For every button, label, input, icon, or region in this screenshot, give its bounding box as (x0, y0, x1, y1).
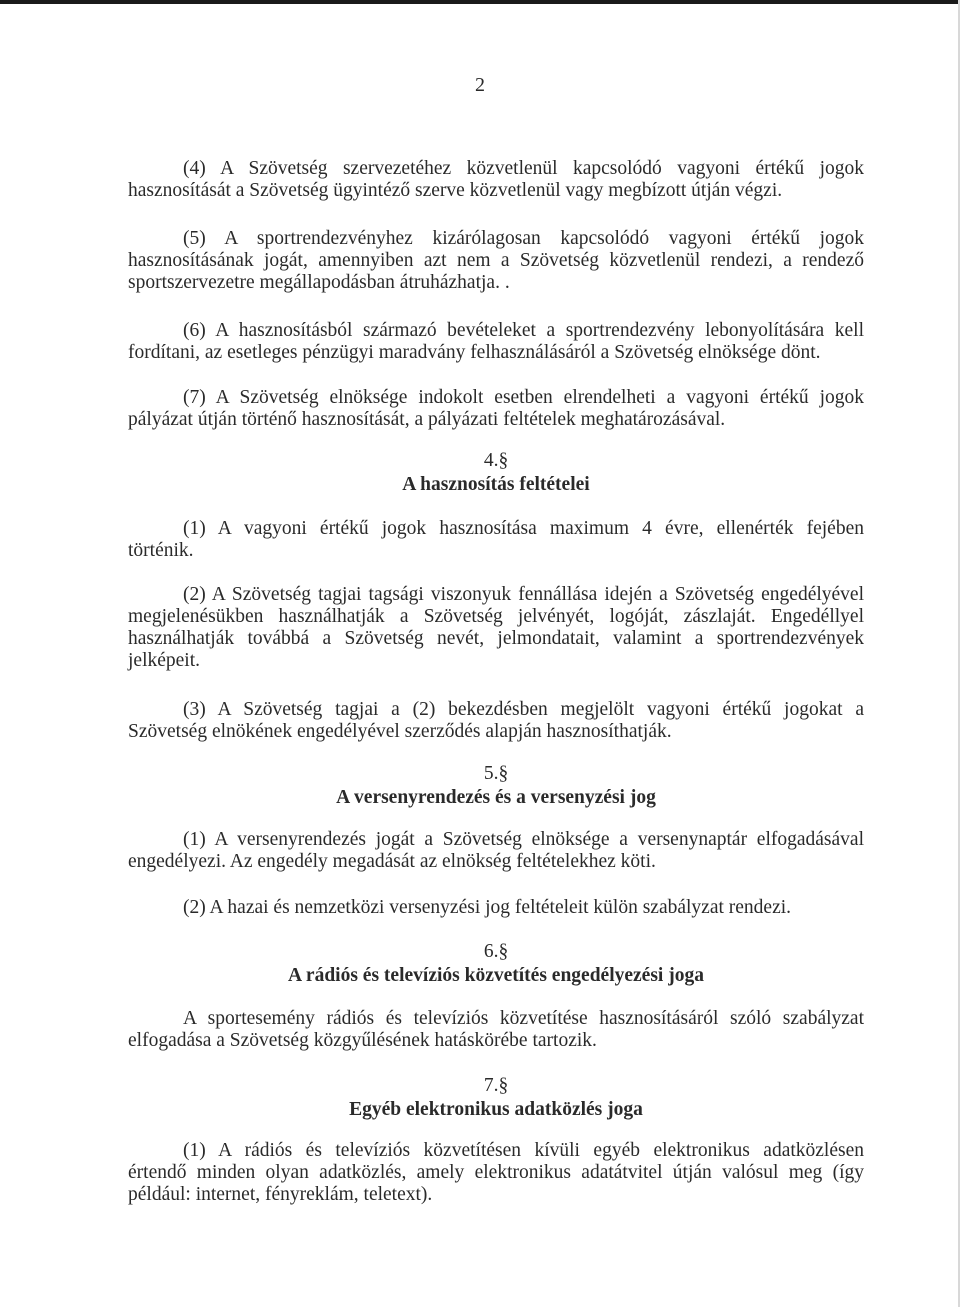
paragraph-line: használhatják továbbá a Szövetség nevét, jelmondatait, valamint a sportrendezvények (128, 628, 864, 649)
section-heading-4 (0, 449, 960, 497)
paragraph-7 (128, 387, 864, 431)
paragraph-line: (3) A Szövetség tagjai a (2) bekezdésben megjelölt vagyoni értékű jogokat a (183, 699, 864, 720)
scan-edge-top (0, 0, 960, 4)
page-number: 2 (475, 74, 485, 96)
paragraph-5-2 (128, 897, 864, 919)
paragraph-6 (128, 320, 864, 364)
paragraph-line: értendő minden olyan adatközlés, amely elektronikus adatátvitel útján valósul meg (így (128, 1162, 864, 1183)
section-number: 7.§ (483, 1075, 509, 1096)
section-heading-5 (0, 762, 960, 810)
paragraph-line: (1) A vagyoni értékű jogok hasznosítása maximum 4 évre, ellenérték fejében (183, 518, 864, 539)
section-number: 5.§ (483, 763, 509, 784)
paragraph-7-1 (128, 1140, 864, 1206)
section-title: Egyéb elektronikus adatközlés joga (349, 1099, 643, 1120)
paragraph-line: (6) A hasznosításból származó bevételeket a sportrendezvény lebonyolítására kell (183, 320, 864, 341)
paragraph-line: fordítani, az esetleges pénzügyi maradvány felhasználásáról a Szövetség elnöksége dönt. (128, 342, 821, 363)
paragraph-line: pályázat útján történő hasznosítását, a pályázati feltételek meghatározásával. (128, 409, 726, 430)
section-number: 6.§ (483, 941, 509, 962)
paragraph-line: megjelenésükben használhatják a Szövetség jelvényét, logóját, zászlaját. Engedéllyel (128, 606, 864, 627)
paragraph-line: (2) A hazai és nemzetközi versenyzési jog feltételeit külön szabályzat rendezi. (183, 897, 792, 918)
section-title: A rádiós és televíziós közvetítés engedélyezési joga (288, 965, 704, 986)
paragraph-line: engedélyezi. Az engedély megadását az elnökség feltételekhez köti. (128, 851, 656, 872)
section-heading-6 (0, 940, 960, 988)
paragraph-line: Szövetség elnökének engedélyével szerződés alapján hasznosíthatják. (128, 721, 672, 742)
paragraph-line: (7) A Szövetség elnöksége indokolt esetben elrendelheti a vagyoni értékű jogok (183, 387, 864, 408)
paragraph-line: (1) A versenyrendezés jogát a Szövetség elnöksége a versenynaptár elfogadásával (183, 829, 864, 850)
paragraph-line: történik. (128, 540, 194, 561)
paragraph-line: (4) A Szövetség szervezetéhez közvetlenül kapcsolódó vagyoni értékű jogok (183, 158, 864, 179)
paragraph-5 (128, 228, 864, 294)
section-title: A versenyrendezés és a versenyzési jog (336, 787, 656, 808)
paragraph-line: (1) A rádiós és televíziós közvetítésen kívüli egyéb elektronikus adatközlésen (183, 1140, 864, 1161)
paragraph-line: jelképeit. (128, 650, 201, 671)
paragraph-line: sportszervezetre megállapodásban átruházhatja. . (128, 272, 510, 293)
paragraph-line: (5) A sportrendezvényhez kizárólagosan kapcsolódó vagyoni értékű jogok (183, 228, 864, 249)
section-title: A hasznosítás feltételei (402, 474, 590, 495)
paragraph-4-1 (128, 518, 864, 562)
paragraph-4-3 (128, 699, 864, 743)
paragraph-line: hasznosítását a Szövetség ügyintéző szerve közvetlenül vagy megbízott útján végzi. (128, 180, 783, 201)
paragraph-line: (2) A Szövetség tagjai tagsági viszonyuk fennállása idején a Szövetség engedélyével (183, 584, 864, 605)
paragraph-line: A sportesemény rádiós és televíziós közvetítése hasznosításáról szóló szabályzat (183, 1008, 864, 1029)
paragraph-5-1 (128, 829, 864, 873)
paragraph-4-2 (128, 584, 864, 672)
paragraph-line: elfogadása a Szövetség közgyűlésének hatáskörébe tartozik. (128, 1030, 597, 1051)
paragraph-6-text (128, 1008, 864, 1052)
paragraph-line: hasznosításának jogát, amennyiben azt nem a Szövetség közvetlenül rendezi, a rendező (128, 250, 864, 271)
section-number: 4.§ (483, 450, 509, 471)
paragraph-line: például: internet, fényreklám, teletext). (128, 1184, 433, 1205)
paragraph-4-1 (128, 158, 864, 202)
section-heading-7 (0, 1074, 960, 1122)
